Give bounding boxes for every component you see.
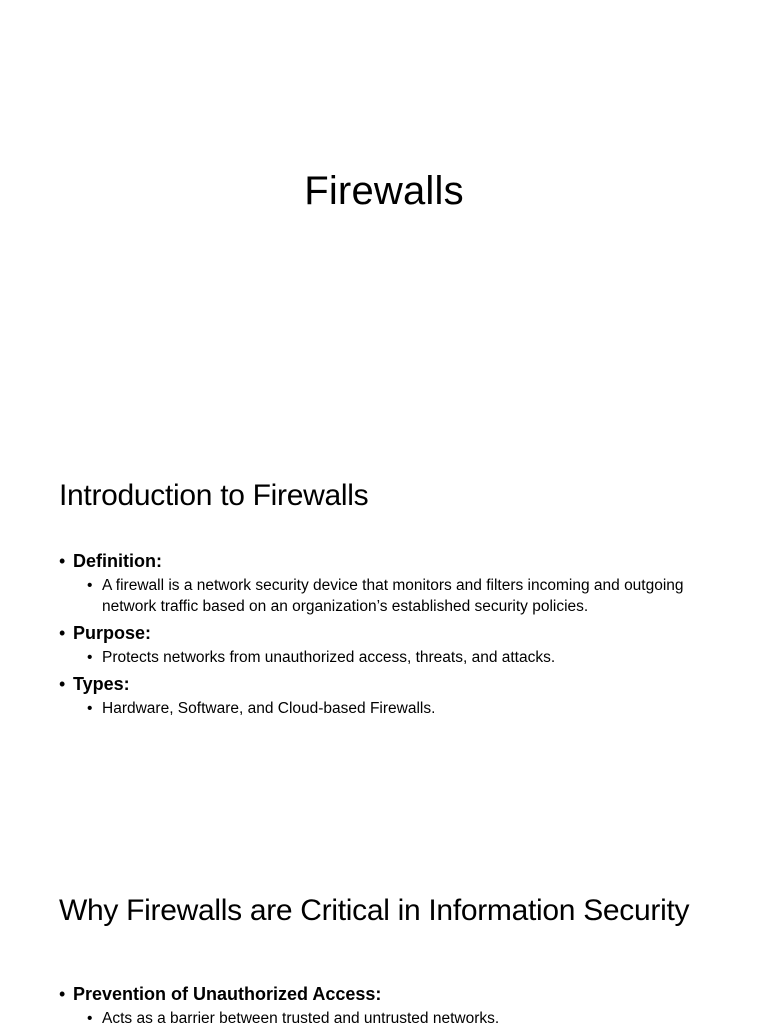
bullet-types bbox=[59, 672, 719, 719]
title-slide bbox=[0, 0, 768, 430]
bullet-label: Prevention of Unauthorized Access: bbox=[73, 984, 382, 1004]
why-bullet-list bbox=[59, 982, 719, 1024]
bullet-label: Definition: bbox=[73, 551, 162, 571]
sub-list bbox=[87, 575, 719, 617]
sub-list bbox=[87, 647, 719, 668]
intro-heading: Introduction to Firewalls bbox=[59, 479, 369, 512]
sub-item: • Hardware, Software, and Cloud-based Firewalls. bbox=[87, 698, 719, 719]
intro-bullet-list bbox=[59, 549, 719, 719]
sub-item: • Acts as a barrier between trusted and untrusted networks. bbox=[87, 1008, 719, 1024]
sub-item: • A firewall is a network security device that monitors and filters incoming and outgoing network traffic based on an organization’s established security policies. bbox=[87, 575, 719, 617]
page-title: Firewalls bbox=[304, 169, 464, 213]
why-heading: Why Firewalls are Critical in Information Security bbox=[59, 894, 690, 927]
bullet-definition bbox=[59, 549, 719, 617]
bullet-label: Purpose: bbox=[73, 623, 152, 643]
bullet-purpose bbox=[59, 621, 719, 668]
sub-list bbox=[87, 1008, 719, 1024]
sub-list bbox=[87, 698, 719, 719]
sub-item: • Protects networks from unauthorized access, threats, and attacks. bbox=[87, 647, 719, 668]
bullet-prevention bbox=[59, 982, 719, 1024]
bullet-label: Types: bbox=[73, 674, 130, 694]
